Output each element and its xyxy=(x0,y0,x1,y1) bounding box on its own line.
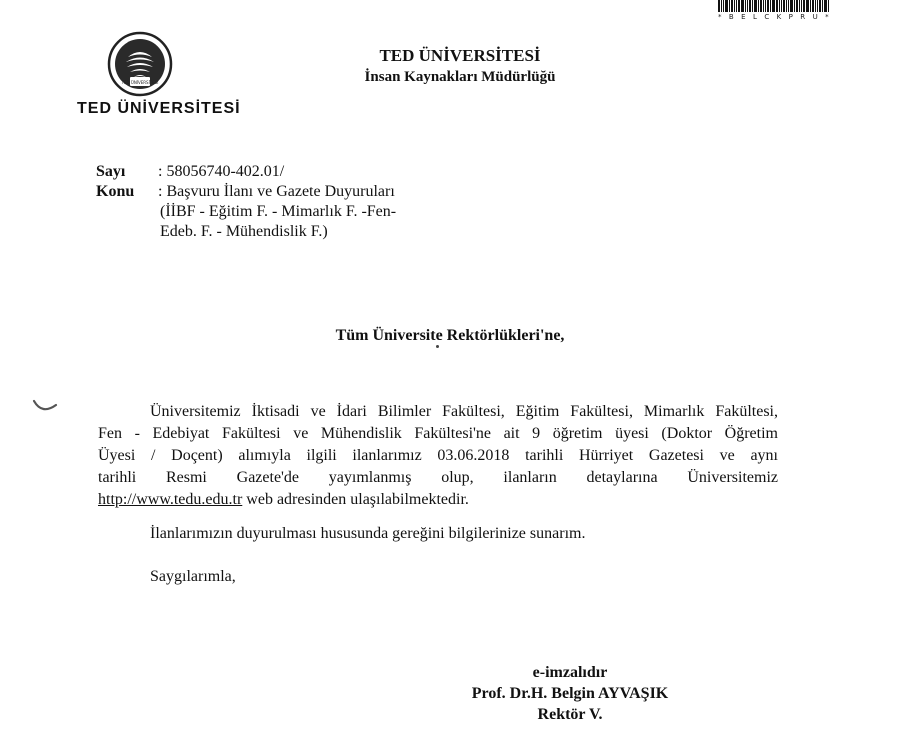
paragraph-line xyxy=(98,489,778,511)
barcode-bar xyxy=(729,0,730,12)
barcode-bar xyxy=(767,0,769,12)
barcode-bar xyxy=(754,0,757,12)
barcode-bar xyxy=(763,0,764,12)
barcode-bar xyxy=(721,0,722,12)
barcode-bar xyxy=(738,0,740,12)
barcode-bar xyxy=(803,0,805,12)
header-title: TED ÜNİVERSİTESİ xyxy=(379,46,541,65)
closing-text: Saygılarımla, xyxy=(150,568,236,585)
barcode-bar xyxy=(796,0,798,12)
barcode-bar xyxy=(736,0,737,12)
barcode-bar xyxy=(812,0,814,12)
barcode-bar xyxy=(760,0,762,12)
barcode-bar xyxy=(815,0,816,12)
signature-note: e-imzalıdır xyxy=(532,664,608,681)
stray-dot xyxy=(436,345,439,348)
logo-ring-text: TED ÜNİVERSİTESİ xyxy=(121,80,159,85)
barcode-code: * B E L C K P R U * xyxy=(718,13,832,21)
barcode-bar xyxy=(776,0,778,12)
header-subtitle: İnsan Kaynakları Müdürlüğü xyxy=(364,69,556,85)
konu-label: Konu xyxy=(96,183,135,200)
signature-name: Prof. Dr.H. Belgin AYVAŞIK xyxy=(471,685,669,702)
barcode-bar xyxy=(770,0,771,12)
signature-title: Rektör V. xyxy=(537,706,603,723)
paragraph-line: tarihli Resmi Gazete'de yayımlanmış olup, ilanların detaylarına Üniversitemiz xyxy=(98,469,778,486)
barcode-bar xyxy=(799,0,800,12)
barcode-bar xyxy=(765,0,766,12)
logo-university-name: TED ÜNİVERSİTESİ xyxy=(77,100,241,117)
barcode-bar xyxy=(725,0,728,12)
barcode-bar xyxy=(788,0,789,12)
barcode-bar xyxy=(731,0,733,12)
barcode-bar xyxy=(745,0,746,12)
barcode-bar xyxy=(718,0,720,12)
barcode xyxy=(718,0,844,14)
torch-emblem-icon xyxy=(106,31,174,97)
margin-mark-icon xyxy=(30,395,60,415)
barcode-bar xyxy=(772,0,775,12)
barcode-bar xyxy=(824,0,827,12)
barcode-bar xyxy=(790,0,793,12)
barcode-bar xyxy=(779,0,780,12)
barcode-bar xyxy=(794,0,795,12)
paragraph-line: Fen - Edebiyat Fakültesi ve Mühendislik Fakültesi'ne ait 9 öğretim üyesi (Doktor Öğretim xyxy=(98,425,778,442)
sayi-value: : 58056740-402.01/ xyxy=(158,163,285,180)
barcode-bar xyxy=(801,0,802,12)
barcode-bar xyxy=(734,0,735,12)
link-tail-text: web adresinden ulaşılabilmektedir. xyxy=(242,491,469,508)
body-paragraph-1 xyxy=(98,401,778,511)
barcode-bar xyxy=(723,0,724,12)
barcode-bar xyxy=(817,0,818,12)
barcode-bar xyxy=(749,0,751,12)
konu-line-2: (İİBF - Eğitim F. - Mimarlık F. -Fen- xyxy=(160,203,397,220)
barcode-bar xyxy=(810,0,811,12)
barcode-bar xyxy=(747,0,748,12)
barcode-bar xyxy=(781,0,782,12)
paragraph-line: Üyesi / Doçent) alımıyla ilgili ilanlarımız 03.06.2018 tarihli Hürriyet Gazetesi ve aynı xyxy=(98,447,778,464)
barcode-bar xyxy=(819,0,821,12)
konu-line-3: Edeb. F. - Mühendislik F.) xyxy=(160,223,328,240)
barcode-bar xyxy=(783,0,785,12)
website-link[interactable]: http://www.tedu.edu.tr xyxy=(98,491,243,508)
university-logo xyxy=(106,31,174,97)
barcode-bar xyxy=(741,0,744,12)
addressee: Tüm Üniversite Rektörlükleri'ne, xyxy=(335,327,565,344)
barcode-bar xyxy=(758,0,759,12)
body-paragraph-2: İlanlarımızın duyurulması hususunda gereğini bilgilerinize sunarım. xyxy=(150,525,586,542)
barcode-bar xyxy=(828,0,829,12)
konu-line-1: : Başvuru İlanı ve Gazete Duyuruları xyxy=(158,183,395,200)
barcode-bar xyxy=(752,0,753,12)
barcode-bar xyxy=(786,0,787,12)
sayi-label: Sayı xyxy=(96,163,126,180)
paragraph-line: Üniversitemiz İktisadi ve İdari Bilimler Fakültesi, Eğitim Fakültesi, Mimarlık Fakültesi, xyxy=(150,403,778,420)
barcode-bar xyxy=(806,0,809,12)
barcode-bar xyxy=(822,0,823,12)
